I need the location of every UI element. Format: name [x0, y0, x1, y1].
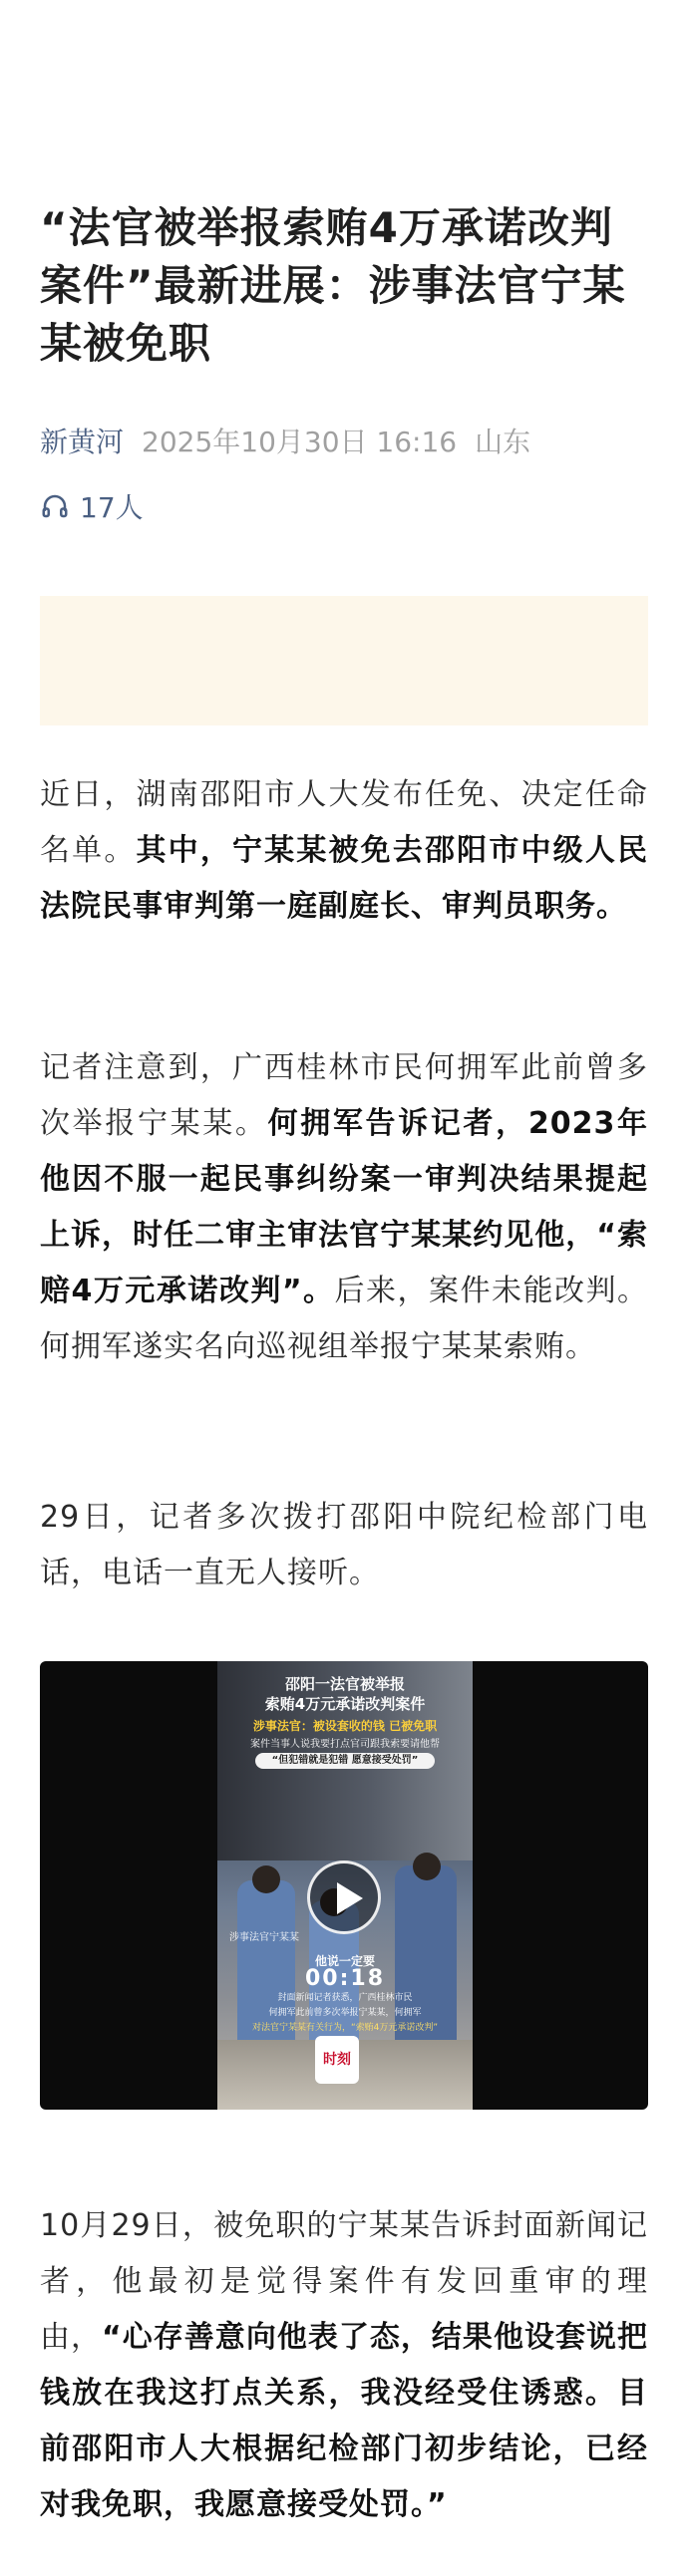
video-caption-quote: “但犯错就是犯错 愿意接受处罚” — [255, 1753, 435, 1769]
thumbnail-head — [413, 1853, 441, 1880]
paragraph-2-text: 记者注意到，广西桂林市民何拥军此前曾多次举报宁某某。 — [40, 1050, 648, 1141]
paragraph-1-bold: 其中，宁某某被免去邵阳市中级人民法院民事审判第一庭副庭长、审判员职务。 — [40, 833, 648, 924]
headphones-icon — [40, 491, 70, 521]
video-timer: 00:18 — [304, 1966, 386, 1991]
video-caption-line3: 涉事法官：被设套收的钱 已被免职 — [252, 1719, 438, 1733]
ad-banner[interactable] — [40, 596, 648, 725]
paragraph-4-bold: “心存善意向他表了态，结果他设套说把钱放在我这打点关系，我没经受住诱惑。目前邵阳市人大根据纪检部门初步结论，已经对我免职，我愿意接受处罚。” — [40, 2320, 648, 2522]
video-channel-logo: 时刻 — [315, 2036, 359, 2084]
paragraph-2 — [40, 1040, 648, 1375]
video-player[interactable] — [40, 1661, 648, 2110]
article-source[interactable]: 新黄河 — [40, 426, 125, 458]
article-meta — [40, 423, 648, 462]
paragraph-4-text: 10月29日，被免职的宁某某告诉封面新闻记者，他最初是觉得案件有发回重审的理由， — [40, 2208, 648, 2355]
paragraph-4 — [40, 2198, 648, 2533]
thumbnail-head — [252, 1865, 280, 1893]
paragraph-2-bold: 何拥军告诉记者，2023年他因不服一起民事纠纷案一审判决结果提起上诉，时任二审主审法官宁某某约见他，“索赔4万元承诺改判”。 — [40, 1106, 648, 1308]
video-caption-line4: 案件当事人说我要打点官司跟我索要请他帮 — [250, 1739, 440, 1750]
video-caption-body2: 何拥军此前曾多次举报宁某某，何拥军 — [268, 2008, 422, 2018]
play-icon[interactable] — [307, 1860, 381, 1934]
video-caption-body3: 对法官宁某某有关行为，“索贿4万元承诺改判” — [251, 2023, 439, 2033]
article-date: 2025年10月30日 16:16 — [142, 426, 458, 458]
paragraph-2-tail: 后来，案件未能改判。何拥军遂实名向巡视组举报宁某某索贿。 — [40, 1274, 649, 1364]
paragraph-3 — [40, 1490, 648, 1601]
video-caption-line1: 邵阳一法官被举报 — [284, 1675, 405, 1693]
article-title: “法官被举报索贿4万承诺改判案件”最新进展：涉事法官宁某某被免职 — [40, 203, 626, 368]
paragraph-1-text: 近日，湖南邵阳市人大发布任免、决定任命名单。 — [40, 777, 648, 868]
paragraph-1 — [40, 767, 648, 935]
video-caption-speaker: 涉事法官宁某某 — [229, 1932, 299, 1943]
video-caption-subtitle: 他说一定要 — [314, 1954, 375, 1968]
listen-count-label: 17人 — [80, 491, 144, 524]
article-location: 山东 — [475, 426, 531, 458]
video-caption-body1: 封面新闻记者获悉，广西桂林市民 — [277, 1993, 413, 2003]
video-caption-line2: 索贿4万元承诺改判案件 — [264, 1695, 426, 1713]
paragraph-3-text: 29日，记者多次拨打邵阳中院纪检部门电话，电话一直无人接听。 — [40, 1500, 648, 1590]
listen-count[interactable] — [40, 486, 144, 526]
